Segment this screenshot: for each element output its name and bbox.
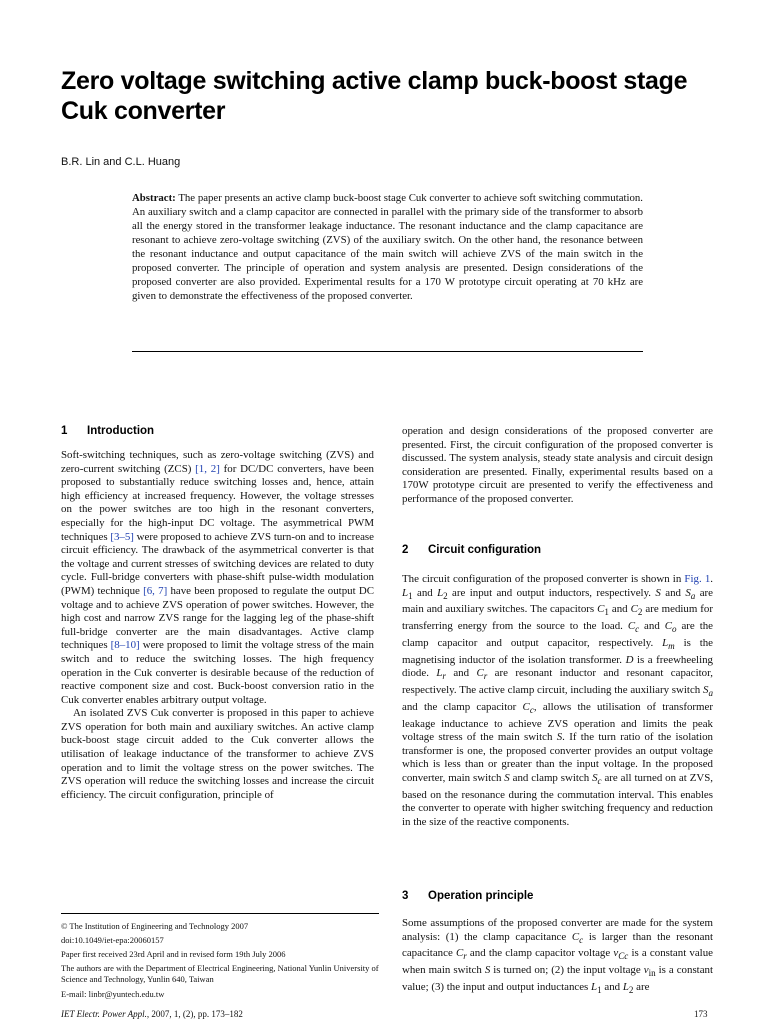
authors: B.R. Lin and C.L. Huang (61, 156, 181, 168)
abstract (132, 191, 643, 303)
copyright-note: © The Institution of Engineering and Technology 2007 (61, 921, 249, 931)
section-title: Introduction (87, 425, 155, 437)
section-number: 2 (402, 544, 409, 556)
section-number: 3 (402, 890, 409, 902)
journal-citation (61, 1009, 243, 1019)
section-title: Operation principle (428, 890, 534, 902)
affiliation-note: The authors are with the Department of Electrical Engineering, National Yunlin University of Science and Technology, Yunlin 640, Taiwan (61, 963, 379, 984)
right-column-intro-continuation (402, 425, 713, 507)
reference-link[interactable]: [3–5] (110, 530, 134, 543)
paragraph: Soft-switching techniques, such as zero-voltage switching (ZVS) and zero-current switching (ZCS) [1, 2] for DC/DC converters, have been proposed to substantially reduce switching losses and, hence, attain high efficiency at increased frequency. However, the voltage stresses on the power switches are too high in the resonant converters, especially for the high-input DC voltage. The asymmetrical PWM techniques [3–5] were proposed to achieve ZVS turn-on and to increase circuit efficiency. The drawback of the asymmetrical converter is that the voltage and current stresses of switching devices are related to duty cycle. Full-bridge converters with phase-shift pulse-width modulation (PWM) technique [6, 7] have been proposed to regulate the output DC voltage and to achieve ZVS operation of power switches. However, the high cost and narrow ZVS range for the lagging leg of the phase-shift full-bridge converter are the main disadvantages. Active clamp techniques [8–10] were proposed to limit the voltage stress of the main switch and to reduce the switching losses. The high frequency operation in the Cuk converter is desirable because of the reduction of reactive component size and cost. Buck-boost conversion ratio in the Cuk converter enables arbitrary output voltage. (61, 449, 375, 706)
received-note: Paper first received 23rd April and in revised form 19th July 2006 (61, 949, 286, 959)
abstract-text: The paper presents an active clamp buck-boost stage Cuk converter to achieve soft switching commutation. An auxiliary switch and a clamp capacitor are connected in parallel with the primary side of the transformer to absorb all the energy stored in the transformer leakage inductance. The resonant inductance and the clamp capacitance are resonant to achieve zero-voltage switching (ZVS) of the auxiliary switch. On the other hand, the resonance between the resonant inductance and output capacitance of the main switch will achieve ZVS of the main switch in the proposed converter. The principle of operation and system analysis are presented. Design considerations of the proposed converter are also provided. Experimental results for a 170 W prototype circuit operating at 70 kHz are given to demonstrate the effectiveness of the proposed converter. (132, 192, 643, 302)
doi: doi:10.1049/iet-epa:20060157 (61, 935, 164, 945)
paragraph: The circuit configuration of the proposed converter is shown in Fig. 1. $L_1$ and $L_2$ are input and output inductors, respectively. S and $S_a$ are main and auxiliary switches. The capacitors $C_1$ and $C_2$ are medium for transferring energy from the source to the load. $C_c$ and $C_o$ are the clamp capacitor and output capacitor, respectively. $L_m$ is the magnetising inductor of the isolation transformer. D is a freewheeling diode. $L_r$ and $C_r$ are resonant inductor and resonant capacitor, respectively. The active clamp circuit, including the auxiliary switch $S_a$ and the clamp capacitor $C_c$, allows the utilisation of transformer leakage inductance to achieve ZVS operation and limits the peak voltage stress of the main switch S. If the turn ratio of the isolation transformer is one, the proposed converter provides an output voltage which is less than or greater than the input voltage. In the proposed converter, main switch S and clamp switch $S_c$ are all turned on at ZVS, based on the resonance during the commutation interval. This enables the converter to operate with higher switching frequency and reduction in the size of the reactive components. (402, 573, 714, 828)
reference-link[interactable]: [6, 7] (143, 584, 168, 597)
email: E-mail: linbr@yuntech.edu.tw (61, 989, 165, 999)
reference-link[interactable]: [8–10] (110, 639, 140, 652)
section-heading-introduction (61, 425, 154, 437)
paragraph: operation and design considerations of the proposed converter are presented. First, the circuit configuration of the proposed converter is discussed. The system analysis, steady state analysis and circuit design consideration are presented. Finally, experimental results based on a 170W prototype circuit are presented to verify the effectiveness and performance of the proposed converter. (402, 425, 713, 505)
section-3-body (402, 917, 713, 998)
abstract-divider (132, 351, 643, 352)
paper-title: Zero voltage switching active clamp buck-boost stage Cuk converter (61, 67, 688, 125)
section-heading-circuit-configuration (402, 544, 541, 556)
left-column-body (61, 449, 374, 802)
page-number: 173 (694, 1009, 708, 1019)
citation-details: , 2007, 1, (2), pp. 173–182 (146, 1009, 243, 1019)
section-heading-operation-principle (402, 890, 533, 902)
section-number: 1 (61, 425, 68, 437)
journal-name: IET Electr. Power Appl. (61, 1009, 147, 1019)
figure-link[interactable]: Fig. 1 (684, 573, 711, 585)
section-2-body (402, 573, 713, 829)
abstract-label: Abstract: (132, 192, 176, 204)
footnotes (61, 913, 379, 1001)
paragraph: Some assumptions of the proposed converter are made for the system analysis: (1) the clamp capacitance $C_c$ is larger than the resonant capacitance $C_r$ and the clamp capacitor voltage $v_{Cc}$ is a constant value when main switch S is turned on; (2) the input voltage $v_{in}$ is a constant value; (3) the input and output inductances $L_1$ and $L_2$ are (402, 917, 714, 996)
section-title: Circuit configuration (428, 544, 542, 556)
reference-link[interactable]: [1, 2] (195, 462, 220, 475)
paragraph: An isolated ZVS Cuk converter is proposed in this paper to achieve ZVS operation for both main and auxiliary switches. An active clamp buck-boost stage circuit added to the Cuk converter allows the utilisation of leakage inductance of the transformer to achieve ZVS operation and to limit the voltage stress on the power switches. The ZVS operation will reduce the switching losses and increase the circuit efficiency. The circuit configuration, principle of (61, 707, 374, 801)
